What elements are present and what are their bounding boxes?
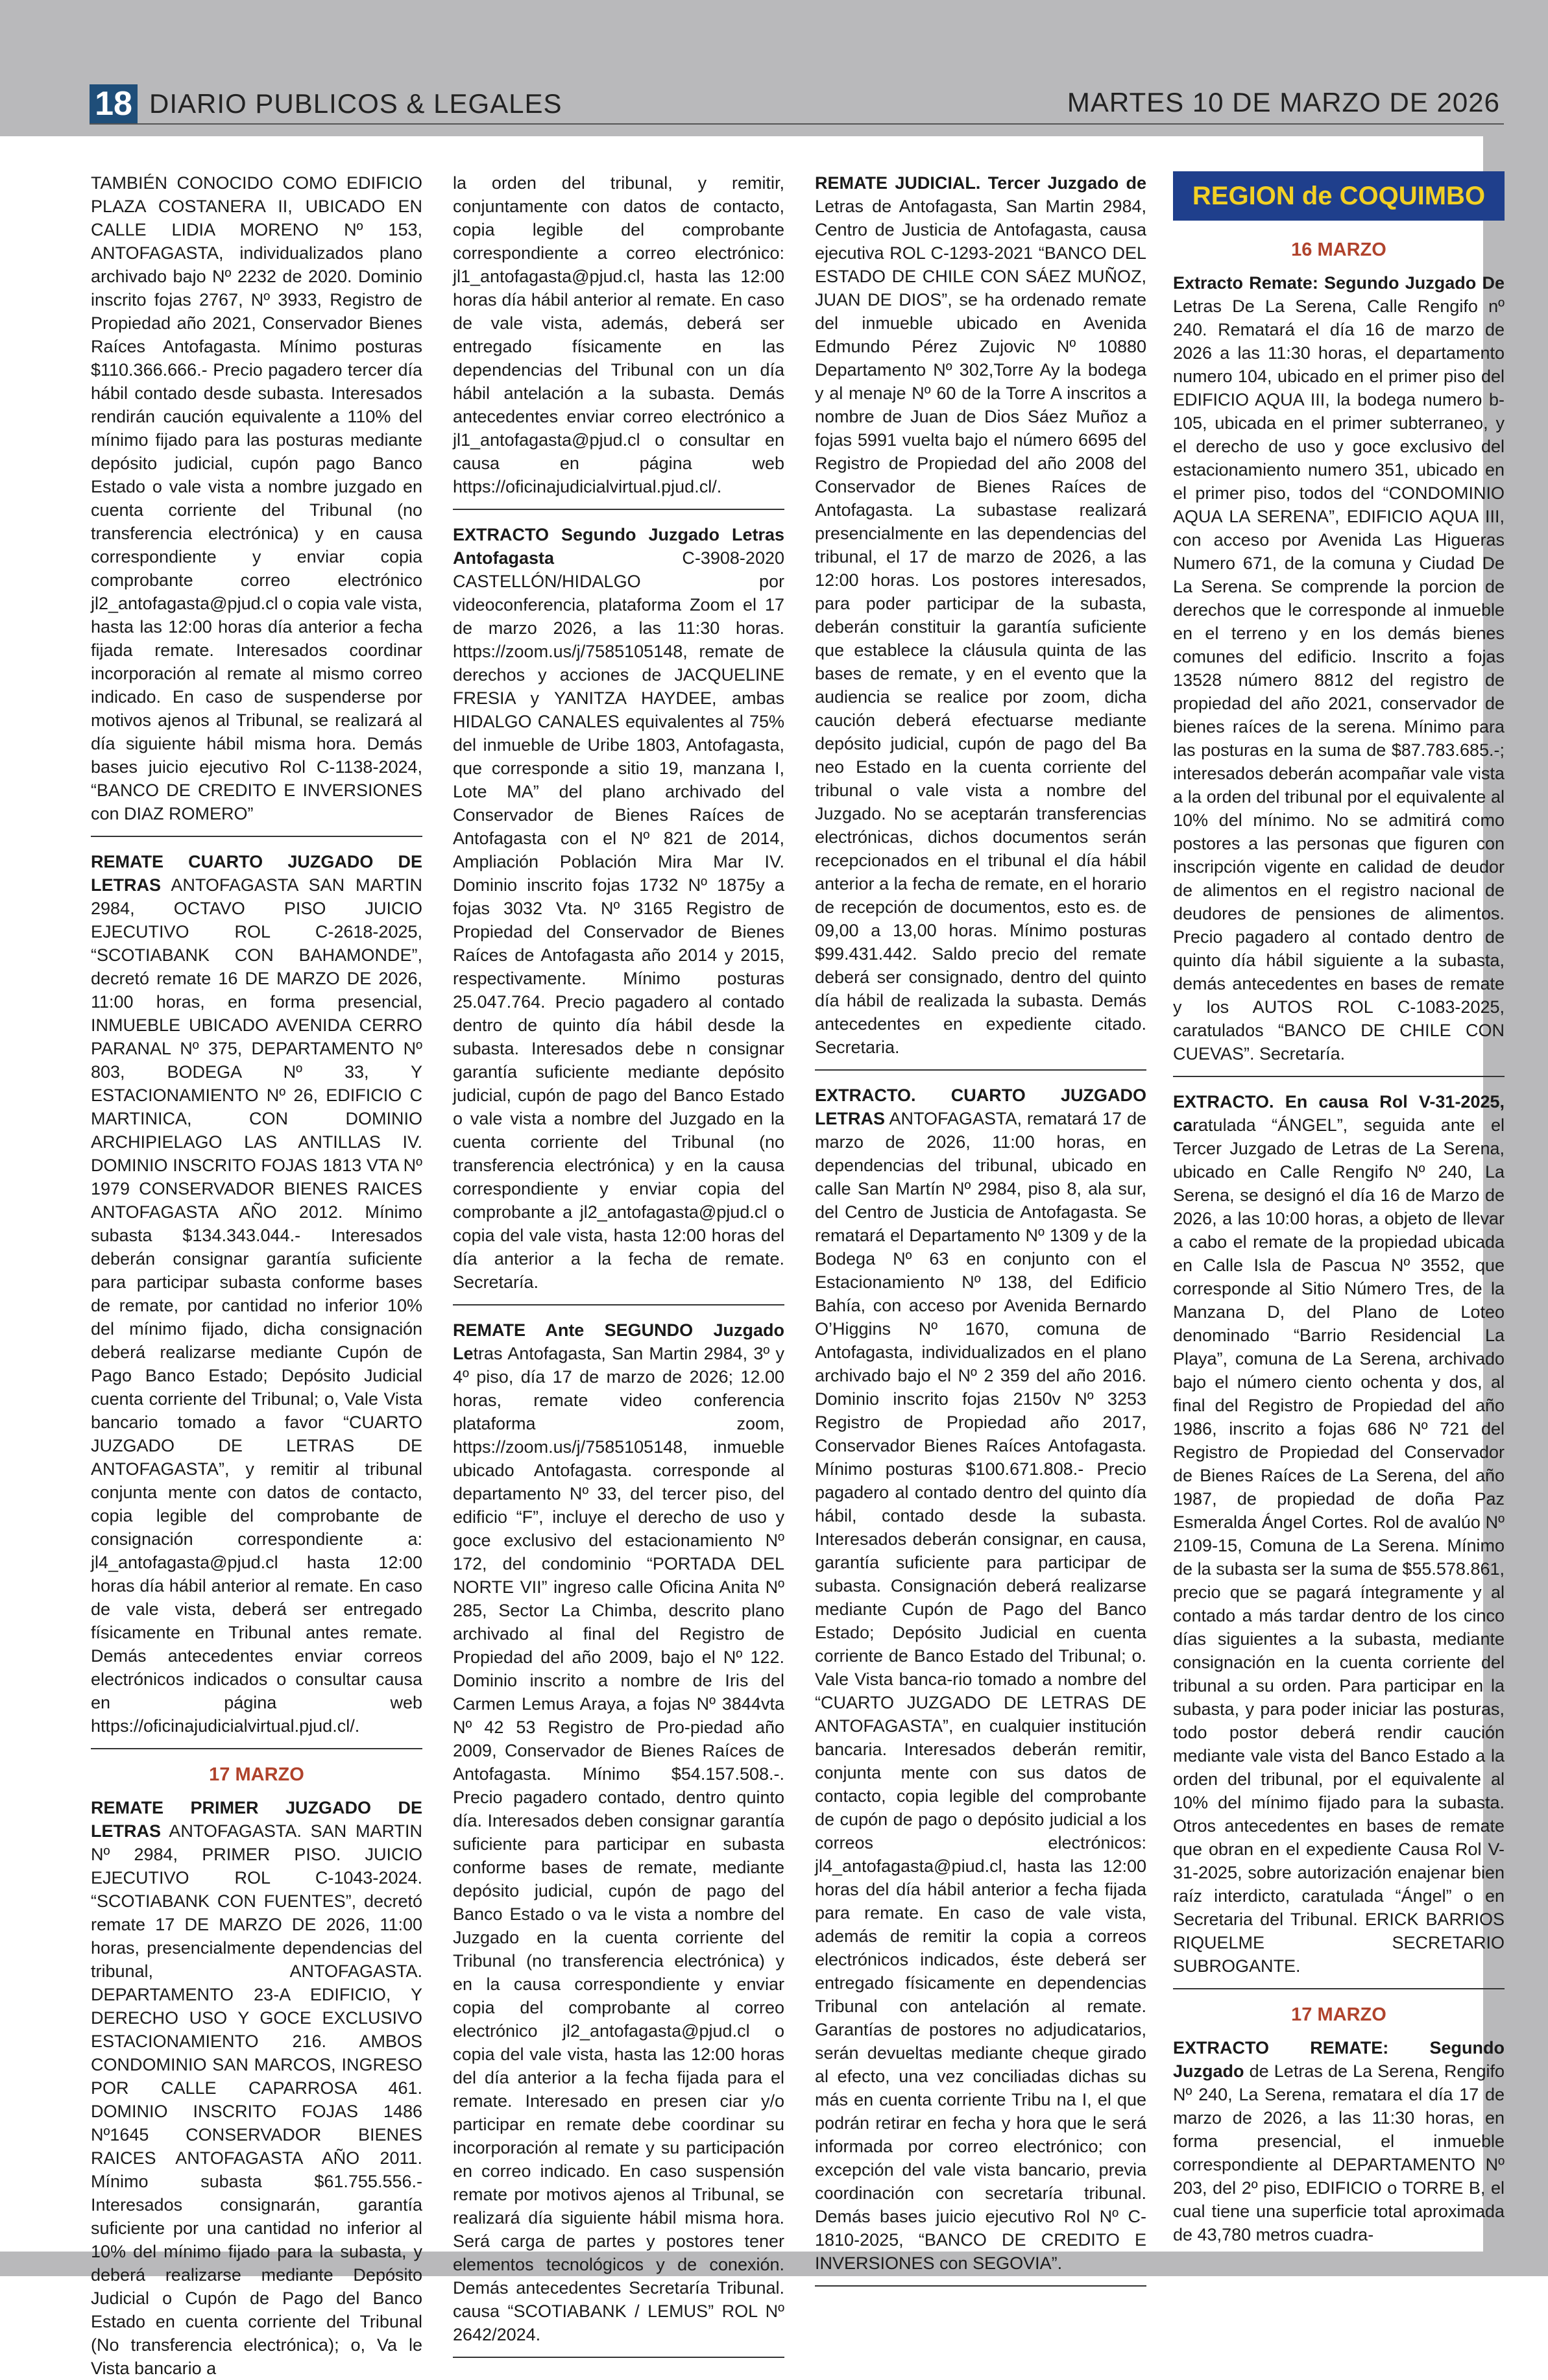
notice-text (453, 1318, 784, 2346)
notice-heading: EXTRACTO. CUARTO JUZGADO LETRAS (815, 1086, 1146, 1128)
notice-heading: EXTRACTO. En causa Rol V-31-2025, ca (1173, 1092, 1505, 1135)
column-3 (815, 171, 1146, 2273)
notice-heading: REMATE JUDICIAL. Tercer Juzgado de (815, 173, 1146, 193)
notice-text (91, 850, 422, 1738)
notice-heading: EXTRACTO Segundo Juzgado Letras Antofagasta (453, 525, 784, 568)
notice-body: tras Antofagasta, San Martin 2984, 3º y 4º piso, día 17 de marzo de 2026; 12.00 horas, remate video conferencia plataforma zoom, https://zoom.us/j/7585105148, inmueble ubicado Antofagasta. corresponde al departamento Nº 33, del tercer piso, del edificio “F”, incluye el derecho de uso y goce exclusivo del estacionamiento Nº 172, del condominio “PORTADA DEL NORTE VII” ingreso calle Oficina Anita Nº 285, Sector La Chimba, descrito plano archivado al final del Registro de Propiedad del año 2009, bajo el Nº 122. Dominio inscrito a nombre de Iris del Carmen Lemus Araya, a fojas Nº 3844vta Nº 42 53 Registro de Pro-piedad año 2009, Conservador de Bienes Raíces de Antofagasta. Mínimo $54.157.508.-. Precio pagadero contado, dentro quinto día. Interesados deben consignar garantía suficiente para participar en subasta conforme bases de remate, mediante depósito judicial, cupón de pago del Banco Estado o va le vista a nombre del Juzgado en la cuenta corriente del Tribunal (no transferencia electrónica) y en la causa correspondiente y enviar copia del comprobante al correo electrónico jl2_antofagasta@pjud.cl o copia del vale vista, hasta las 12:00 horas del día anterior a la fecha fijada para el remate. Interesado en presen ciar y/o participar en remate debe coordinar su incorporación al remate y su participación en correo indicado. En caso suspensión remate por motivos ajenos al Tribunal, se realizará día siguiente hábil misma hora. Será carga de partes y postores tener elementos tecnológicos y de conexión. Demás antecedentes Secretaría Tribunal. causa “SCOTIABANK / LEMUS” ROL Nº 2642/2024. (453, 1344, 784, 2344)
notice-text (1173, 271, 1505, 1065)
notice-body: ANTOFAGASTA, rematará 17 de marzo de 2026, 11:00 horas, en dependencias del tribunal, ubicado en calle San Martín Nº 2984, piso 8, ala sur, del Centro de Justicia de Antofagasta. Se rematará el Departamento Nº 1309 y de la Bodega Nº 63 en conjunto con el Estacionamiento Nº 138, del Edificio Bahía, con acceso por Avenida Bernardo O’Higgins Nº 1670, comuna de Antofagasta, individualizados en el plano archivado bajo el Nº 2 359 del año 2016. Dominio inscrito fojas 2150v Nº 3253 Registro de Propiedad año 2017, Conservador Bienes Raíces Antofagasta. Mínimo posturas $100.671.808.- Precio pagadero al contado dentro del quinto día hábil, contado desde la subasta. Interesados deberán consignar, en causa, garantía suficiente para participar de subasta. Consignación deberá realizarse mediante Cupón de Pago del Banco Estado; Depósito Judicial en cuenta corriente de Banco Estado del Tribunal; o. Vale Vista banca-rio tomado a nombre del “CUARTO JUZGADO DE LETRAS DE ANTOFAGASTA”, en cualquier institución bancaria. Interesados deberán remitir, conjunta mente con sus datos de contacto, copia legible del comprobante de cupón de pago o depósito judicial a los correos electrónicos: jl4_antofagasta@piud.cl, hasta las 12:00 horas del día hábil anterior a fecha fijada para remate. En caso de vale vista, además de remitir la copia a correos electrónicos indicados, éste deberá ser entregado físicamente en dependencias Tribunal con antelación al remate. Garantías de postores no adjudicatarios, serán devueltas mediante cheque girado al efecto, una vez conciliadas dichas su más en cuenta corriente Tribu na I, el que podrán retirar en fecha y hora que le será informada por correo electrónico; con excepción del vale vista bancario, previa coordinación con secretaría tribunal. Demás bases juicio ejecutivo Rol Nº C-1810-2025, “BANCO DE CREDITO E INVERSIONES con SEGOVIA”. (815, 1109, 1146, 2273)
date-heading: 16 MARZO (1291, 239, 1386, 260)
notice-divider (815, 1069, 1146, 1071)
notice-body: Letras De La Serena, Calle Rengifo nº 240. Rematará el día 16 de marzo de 2026 a las 11:30 horas, el departamento numero 104, ubicado en el primer piso del EDIFICIO AQUA III, la bodega numero b-105, ubicada en el primer subterraneo, y el derecho de uso y goce exclusivo del estacionamiento numero 351, ubicado en el primer piso, todos del “CONDOMINIO AQUA LA SERENA”, EDIFICIO AQUA III, con acceso por Avenida Las Higueras Numero 671, de la comuna y Ciudad De La Serena. Se comprende la porcion de derechos que le corresponde al inmueble en el terreno y en los demás bienes comunes del edificio. Inscrito a fojas 13528 número 8812 del registro de propiedad del año 2021, conservador de bienes raíces de la serena. Mínimo para las posturas en la suma de $87.783.685.-; interesados deberán acompañar vale vista a la orden del tribunal por el equivalente al 10% del mínimo. No se admitirá como postores a las personas que figuren con inscripción vigente en calidad de deudor de alimentos en el registro nacional de deudores de pensiones de alimentos. Precio pagadero al contado dentro de quinto día hábil siguiente a la subasta, demás antecedentes en bases de remate y los AUTOS ROL C-1083-2025, caratulados “BANCO DE CHILE CON CUEVAS”. Secretaría. (1173, 297, 1505, 1063)
notice-body: ANTOFAGASTA. SAN MARTIN Nº 2984, PRIMER PISO. JUICIO EJECUTIVO ROL C-1043-2024. “SCOTIABANK CON FUENTES”, decretó remate 17 DE MARZO DE 2026, 11:00 horas, presencialmente dependencias del tribunal, ANTOFAGASTA. DEPARTAMENTO 23-A EDIFICIO, Y DERECHO USO Y GOCE EXCLUSIVO ESTACIONAMIENTO 216. AMBOS CONDOMINIO SAN MARCOS, INGRESO POR CALLE CAPARROSA 461. DOMINIO INSCRITO FOJAS 1486 Nº1645 CONSERVADOR BIENES RAICES ANTOFAGASTA AÑO 2011. Mínimo subasta $61.755.556.- Interesados consignarán, garantía suficiente por una cantidad no inferior al 10% del mínimo fijado para la subasta, y deberá realizarse mediante Depósito Judicial o Cupón de Pago del Banco Estado en cuenta corriente del Tribunal (No transferencia electrónica); o, Va le Vista bancario a (91, 1821, 422, 2378)
notice-divider (1173, 1988, 1505, 1989)
notice-text (1173, 1090, 1505, 1978)
notice-body: de Letras de La Serena, Rengifo Nº 240, La Serena, rematara el día 17 de marzo de 2026, a las 11:30 horas, en forma presencial, el inmueble correspondiente al DEPARTAMENTO Nº 203, del 2º piso, EDIFICIO o TORRE B, el cual tiene una superficie total aproximada de 43,780 metros cuadra- (1173, 2061, 1505, 2244)
notice-heading: Extracto Remate: Segundo Juzgado De (1173, 273, 1505, 293)
page-number: 18 (90, 84, 138, 123)
notice-body: ratulada “ÁNGEL”, seguida ante el Tercer Juzgado de Letras de La Serena, ubicado en Calle Rengifo Nº 240, La Serena, se designó el día 16 de Marzo de 2026, a las 10:00 horas, a objeto de llevar a cabo el remate de la propiedad ubicada en Calle Isla de Pascua Nº 3552, que corresponde al Sitio Número Tres, de la Manzana D, del Plano de Loteo denominado “Barrio Residencial La Playa”, comuna de La Serena, archivado bajo el número ciento ochenta y dos, al final del Registro de Propiedad del año 1986, inscrito a fojas 686 Nº 721 del Registro de Propiedad del Conservador de Bienes Raíces de La Serena, del año 1987, de propiedad de doña Paz Esmeralda Ángel Cortes. Rol de avalúo Nº 2109-15, Comuna de La Serena. Mínimo de la subasta ser la suma de $55.578.861, precio que se pagará íntegramente y al contado a más tardar dentro de los cinco días siguientes a la subasta, mediante consignación en la cuenta corriente del tribunal a su orden. Para participar en la subasta, y para poder iniciar las posturas, todo postor deberá rendir caución mediante vale vista del Banco Estado a la orden del tribunal, por el equivalente al 10% del mínimo fijado para la subasta. Otros antecedentes en bases de remate que obran en el expediente Causa Rol V-31-2025, sobre autorización enajenar bien raíz interdicto, caratulada “Ángel” o en Secretaria del Tribunal. ERICK BARRIOS RIQUELME SECRETARIO SUBROGANTE. (1173, 1115, 1505, 1976)
column-2 (453, 171, 784, 2344)
column-1 (91, 171, 422, 2378)
notice-divider (91, 836, 422, 837)
notice-divider (453, 1304, 784, 1305)
page-header (90, 83, 1504, 125)
date-heading: 17 MARZO (1291, 2004, 1386, 2025)
notice-text (453, 171, 784, 498)
notice-text (453, 523, 784, 1294)
notice-heading: EXTRACTO REMATE: Segundo Juzgado (1173, 2038, 1505, 2081)
notice-divider (1173, 1076, 1505, 1077)
notice-text (815, 1084, 1146, 2275)
column-4 (1173, 171, 1505, 2244)
notice-divider (453, 509, 784, 510)
notice-body: ANTOFAGASTA SAN MARTIN 2984, OCTAVO PISO JUICIO EJECUTIVO ROL C-2618-2025, “SCOTIABANK CON BAHAMONDE”, decretó remate 16 DE MARZO DE 2026, 11:00 horas, en forma presencial, INMUEBLE UBICADO AVENIDA CERRO PARANAL Nº 375, DEPARTAMENTO Nº 803, BODEGA Nº 33, Y ESTACIONAMIENTO Nº 26, EDIFICIO C MARTINICA, CON DOMINIO ARCHIPIELAGO LAS ANTILLAS IV. DOMINIO INSCRITO FOJAS 1813 VTA Nº 1979 CONSERVADOR BIENES RAICES ANTOFAGASTA AÑO 2012. Mínimo subasta $134.343.044.- Interesados deberán consignar garantía suficiente para participar subasta conforme bases de remate, por cantidad no inferior 10% del mínimo fijado, dicha consignación deberá realizarse mediante Cupón de Pago Banco Estado; Depósito Judicial cuenta corriente del Tribunal; o, Vale Vista bancario tomado a favor “CUARTO JUZGADO DE LETRAS DE ANTOFAGASTA”, y remitir al tribunal conjunta mente con datos de contacto, copia legible del comprobante de consignación correspondiente a: jl4_antofagasta@pjud.cl hasta 12:00 horas día hábil anterior al remate. En caso de vale vista, deberá ser entregado físicamente en Tribunal antes remate. Demás antecedentes enviar correos electrónicos indicados o consultar causa en página web https://oficinajudicialvirtual.pjud.cl/. (91, 875, 422, 1736)
notice-body: TAMBIÉN CONOCIDO COMO EDIFICIO PLAZA COSTANERA II, UBICADO EN CALLE LIDIA MORENO Nº 153, ANTOFAGASTA, individualizados plano archivado bajo Nº 2232 de 2020. Dominio inscrito fojas 2767, Nº 3933, Registro de Propiedad año 2021, Conservador Bienes Raíces Antofagasta. Mínimo posturas $110.366.666.- Precio pagadero tercer día hábil contado desde subasta. Interesados rendirán caución equivalente a 110% del mínimo fijado para las posturas mediante depósito judicial, cupón pago Banco Estado o vale vista a nombre juzgado en cuenta corriente del Tribunal (no transferencia electrónica) y en causa correspondiente y enviar copia comprobante correo electrónico jl2_antofagasta@pjud.cl o copia vale vista, hasta las 12:00 horas día anterior a fecha fijada remate. Interesados coordinar incorporación al remate al mismo correo indicado. En caso de suspenderse por motivos ajenos al Tribunal, se realizará al día siguiente hábil misma hora. Demás bases juicio ejecutivo Rol C-1138-2024, “BANCO DE CREDITO E INVERSIONES con DIAZ ROMERO” (91, 173, 422, 823)
publication-date: MARTES 10 DE MARZO DE 2026 (1067, 87, 1500, 117)
date-heading: 17 MARZO (209, 1764, 304, 1785)
notice-heading: REMATE CUARTO JUZGADO DE LETRAS (91, 852, 422, 895)
notice-heading: REMATE PRIMER JUZGADO DE LETRAS (91, 1798, 422, 1841)
notice-divider (91, 1748, 422, 1749)
notice-body: la orden del tribunal, y remitir, conjuntamente con datos de contacto, copia legible del comprobante correspondiente a correo electrónico: jl1_antofagasta@pjud.cl, hasta las 12:00 horas día hábil anterior al remate. En caso de vale vista, además, deberá ser entregado físicamente en las dependencias del Tribunal con un día hábil antelación a la subasta. Demás antecedentes enviar correo electrónico a jl1_antofagasta@pjud.cl o consultar en causa en página web https://oficinajudicialvirtual.pjud.cl/. (453, 173, 784, 496)
notice-text (91, 171, 422, 825)
publication-name: DIARIO PUBLICOS & LEGALES (149, 88, 562, 119)
notice-text (1173, 2036, 1505, 2246)
notice-divider (815, 2285, 1146, 2287)
notice-heading: REMATE Ante SEGUNDO Juzgado Le (453, 1320, 784, 1363)
notice-text (815, 171, 1146, 1059)
notice-body: Letras de Antofagasta, San Martin 2984, Centro de Justicia de Antofagasta, causa ejecutiva ROL C-1293-2021 “BANCO DEL ESTADO DE CHILE CON SÁEZ MUÑOZ, JUAN DE DIOS”, se ha ordenado remate del inmueble ubicado en Avenida Edmundo Pérez Zujovic Nº 10880 Departamento Nº 302,Torre Ay la bodega y al menaje Nº 60 de la Torre A inscritos a nombre de Juan de Dios Sáez Muñoz a fojas 5991 vuelta bajo el número 6695 del Registro de Propiedad del año 2008 del Conservador de Bienes Raíces de Antofagasta. La subastase realizará presencialmente en las dependencias del tribunal, el 17 de marzo de 2026, a las 12:00 horas. Los postores interesados, para poder participar de la subasta, deberán constituir la garantía suficiente que establece la cláusula quinta de las bases de remate, y en el evento que la audiencia se realice por zoom, dicha caución deberá efectuarse mediante depósito judicial, cupón de pago del Ba neo Estado en la cuenta corriente del tribunal o vale vista a nombre del Juzgado. No se aceptarán transferencias electrónicas, dichos documentos serán recepcionados en el tribunal el día hábil anterior a la fecha de remate, en el horario de recepción de documentos, esto es. de 09,00 a 13,00 horas. Mínimo posturas $99.431.442. Saldo precio del remate deberá ser consignado, dentro del quinto día hábil de realizada la subasta. Demás antecedentes en expediente citado. Secretaria. (815, 197, 1146, 1057)
notice-text (91, 1796, 422, 2380)
notice-body: C-3908-2020 CASTELLÓN/HIDALGO por videoconferencia, plataforma Zoom el 17 de marzo 2026, a las 11:30 horas. https://zoom.us/j/7585105148, remate de derechos y acciones de JACQUELINE FRESIA y YANITZA HAYDEE, ambas HIDALGO CANALES equivalentes al 75% del inmueble de Uribe 1803, Antofagasta, que corresponde a sitio 19, manzana I, Lote MA” del plano archivado del Conservador de Bienes Raíces de Antofagasta con el Nº 821 de 2014, Ampliación Población Mira Mar IV. Dominio inscrito fojas 1732 Nº 1875y a fojas 3032 Vta. Nº 3165 Registro de Propiedad del Conservador de Bienes Raíces de Antofagasta año 2014 y 2015, respectivamente. Mínimo posturas 25.047.764. Precio pagadero al contado dentro de quinto día hábil desde la subasta. Interesados debe n consignar garantía suficiente mediante depósito judicial, cupón de pago del Banco Estado o vale vista a nombre del Juzgado en la cuenta corriente del Tribunal (no transferencia electrónica) y en la causa correspondiente y enviar copia del comprobante a jl2_antofagasta@pjud.cl o copia del vale vista, hasta 12:00 horas del día anterior a la fecha de remate. Secretaría. (453, 548, 784, 1292)
notice-divider (453, 2357, 784, 2358)
content-area (58, 136, 1505, 2378)
region-banner: REGION de COQUIMBO (1173, 171, 1505, 221)
